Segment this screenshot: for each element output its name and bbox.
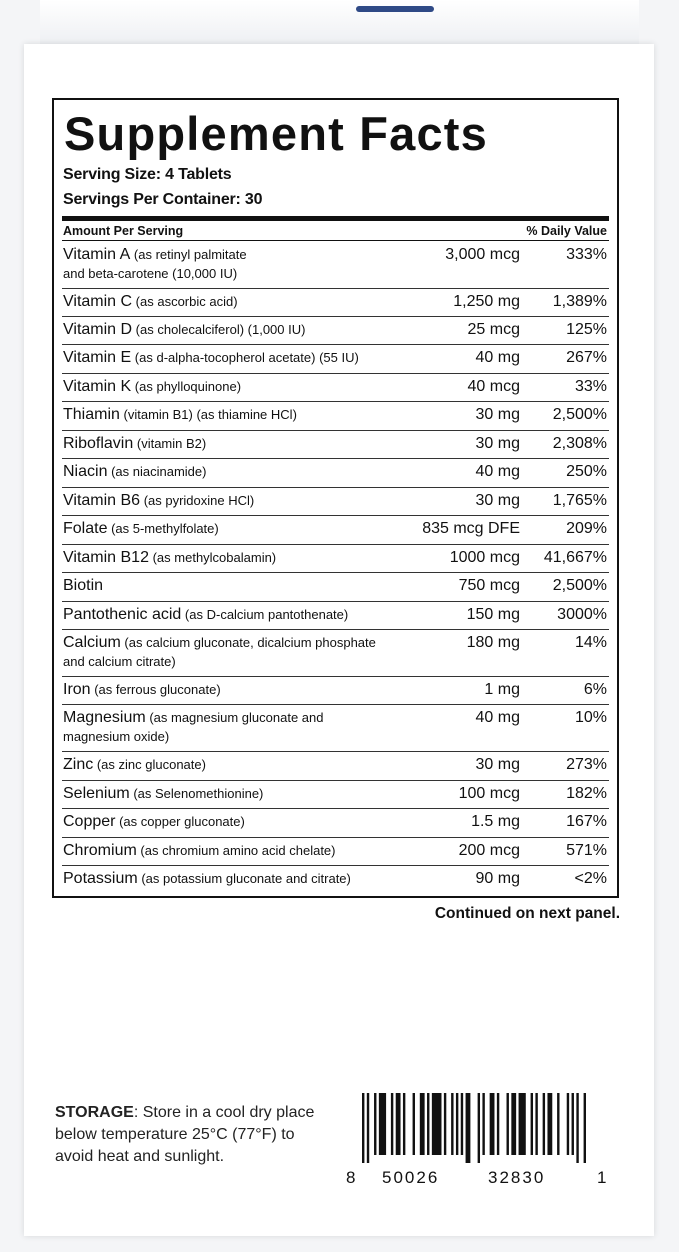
continued-note: Continued on next panel. [434,905,620,922]
barcode-bar [576,1093,578,1163]
nutrient-amount: 750 mcg [458,577,520,594]
barcode-bar [420,1093,425,1155]
nutrient-row [62,630,609,677]
nutrient-daily-value: 1,765% [552,492,607,509]
nutrient-amount: 25 mcg [467,321,520,338]
barcode-bar [379,1093,386,1155]
barcode-bar [413,1093,415,1155]
nutrient-row [62,289,609,317]
nutrient-amount: 150 mg [466,606,520,623]
nutrient-name: Vitamin D [63,321,133,338]
barcode-bar [362,1093,364,1163]
nutrient-source-continued: and calcium citrate) [63,654,176,669]
barcode-digit-first: 8 [346,1168,356,1187]
nutrient-name-cell [63,519,448,538]
nutrient-daily-value: 2,308% [552,435,607,452]
nutrient-name-cell [63,680,448,699]
nutrient-name: Potassium [63,870,138,887]
nutrient-daily-value: 273% [566,756,607,773]
barcode-bar [456,1093,458,1155]
nutrient-daily-value: 2,500% [552,406,607,423]
nutrient-row [62,345,609,374]
nutrient-name-cell [63,377,448,396]
nutrient-amount: 1,250 mg [453,293,520,310]
nutrient-name: Chromium [63,842,137,859]
panel-title: Supplement Facts [64,107,489,160]
nutrient-name: Vitamin B12 [63,549,149,566]
nutrient-amount: 1 mg [484,681,520,698]
nutrient-name: Folate [63,520,108,537]
nutrient-source: (as ferrous gluconate) [90,682,221,697]
nutrient-name-cell [63,755,448,774]
barcode-bar [444,1093,446,1155]
nutrient-daily-value: 167% [566,813,607,830]
barcode-bar [557,1093,559,1155]
nutrient-name-cell [63,708,448,746]
nutrient-daily-value: 182% [566,785,607,802]
barcode-bar [531,1093,533,1155]
nutrient-name: Thiamin [63,406,120,423]
barcode-bar [490,1093,495,1155]
nutrient-daily-value: 1,389% [552,293,607,310]
barcode-bar [432,1093,442,1155]
nutrient-source: (as methylcobalamin) [148,550,277,565]
storage-statement [55,1102,335,1168]
barcode-bar [572,1093,574,1155]
nutrient-name: Vitamin E [63,349,132,366]
nutrient-daily-value: 10% [574,709,607,726]
nutrient-amount: 1.5 mg [471,813,520,830]
nutrient-row [62,402,609,431]
nutrient-amount: 100 mcg [458,785,520,802]
nutrient-name-cell [63,405,448,424]
barcode-bar [543,1093,545,1155]
barcode-bar [466,1093,471,1163]
lid-logo-strip [356,6,434,12]
nutrient-daily-value: 14% [574,634,607,651]
nutrient-source: (as niacinamide) [107,464,207,479]
nutrient-amount: 40 mcg [467,378,520,395]
nutrient-daily-value: 6% [583,681,607,698]
nutrient-row [62,752,609,781]
nutrient-amount: 835 mcg DFE [422,520,520,537]
nutrient-amount: 30 mg [475,406,520,423]
barcode-bar [497,1093,499,1155]
nutrient-amount: 40 mg [475,709,520,726]
nutrient-source: (vitamin B1) (as thiamine HCl) [119,407,297,422]
nutrient-name-cell [63,548,448,567]
nutrient-name-cell [63,605,448,624]
nutrient-name: Vitamin B6 [63,492,141,509]
nutrient-row [62,781,609,809]
nutrient-amount: 30 mg [475,435,520,452]
nutrient-row [62,488,609,516]
barcode-bar [584,1093,586,1163]
barcode-bar [403,1093,405,1155]
nutrient-source: (as d-alpha-tocopherol acetate) (55 IU) [131,350,359,365]
nutrient-source: (as magnesium gluconate and [145,710,324,725]
nutrient-daily-value: 333% [566,246,607,263]
barcode-bar [451,1093,453,1155]
nutrient-row [62,374,609,402]
nutrient-amount: 180 mg [466,634,520,651]
barcode-bar [535,1093,537,1155]
nutrient-name: Niacin [63,463,108,480]
nutrient-daily-value: 267% [566,349,607,366]
nutrient-row [62,431,609,459]
storage-text: : Store in a cool dry place below temperature 25°C (77°F) to avoid heat and sunlight. [55,1104,315,1165]
barcode-digit-last: 1 [597,1168,607,1187]
nutrient-name-cell [63,320,448,339]
nutrient-amount: 3,000 mcg [445,246,520,263]
nutrient-row [62,809,609,838]
serving-size: Serving Size: 4 Tablets [63,166,232,183]
nutrient-source: (as ascorbic acid) [132,294,238,309]
nutrient-name-cell [63,576,448,595]
barcode-digits-right: 32830 [488,1168,546,1187]
nutrient-name: Zinc [63,756,94,773]
nutrient-source: (as potassium gluconate and citrate) [137,871,351,886]
nutrient-daily-value: <2% [574,870,607,887]
nutrient-name-cell [63,841,448,860]
nutrient-row [62,573,609,602]
nutrient-source: (as 5-methylfolate) [107,521,219,536]
barcode-bar [427,1093,429,1155]
nutrient-name: Copper [63,813,116,830]
nutrient-name-cell [63,434,448,453]
barcode-bar [367,1093,369,1163]
nutrient-name-cell [63,292,448,311]
nutrient-daily-value: 2,500% [552,577,607,594]
barcode-bar [547,1093,552,1155]
nutrient-name: Magnesium [63,709,146,726]
nutrient-row [62,866,609,895]
nutrient-daily-value: 571% [566,842,607,859]
nutrient-amount: 1000 mcg [449,549,520,566]
nutrient-source-continued: magnesium oxide) [63,729,170,744]
column-header [63,224,607,240]
nutrient-daily-value: 3000% [557,606,607,623]
barcode-bar [461,1093,463,1155]
barcode-bar [396,1093,401,1155]
barcode-bar [567,1093,569,1155]
nutrient-row [62,602,609,630]
nutrient-row [62,242,609,289]
daily-value-header: % Daily Value [526,224,607,238]
nutrient-source: (as copper gluconate) [115,814,245,829]
nutrient-source-continued: and beta-carotene (10,000 IU) [63,266,238,281]
header-divider [62,240,609,241]
nutrient-amount: 40 mg [475,349,520,366]
nutrient-name: Vitamin A [63,246,131,263]
nutrient-amount: 30 mg [475,756,520,773]
supplement-facts-panel [52,98,619,898]
nutrient-source: (as Selenomethionine) [129,786,264,801]
nutrient-source: (as retinyl palmitate [130,247,247,262]
nutrient-name-cell [63,245,448,283]
nutrient-source: (as phylloquinone) [131,379,242,394]
barcode-digits-left: 50026 [382,1168,440,1187]
nutrient-name-cell [63,869,448,888]
nutrient-daily-value: 33% [574,378,607,395]
nutrient-amount: 90 mg [475,870,520,887]
nutrient-row [62,677,609,705]
nutrient-name: Calcium [63,634,121,651]
nutrient-name: Vitamin C [63,293,133,310]
nutrient-source: (as zinc gluconate) [93,757,206,772]
nutrient-source: (vitamin B2) [133,436,207,451]
nutrient-source: (as D-calcium pantothenate) [181,607,349,622]
nutrient-daily-value: 125% [566,321,607,338]
nutrient-name-cell [63,784,448,803]
nutrient-name: Pantothenic acid [63,606,182,623]
nutrient-name: Selenium [63,785,130,802]
nutrient-amount: 40 mg [475,463,520,480]
nutrient-source: (as pyridoxine HCl) [140,493,255,508]
nutrient-rows [62,242,609,895]
nutrient-daily-value: 41,667% [543,549,607,566]
barcode [362,1093,586,1163]
nutrient-name-cell [63,633,448,671]
barcode-bar [519,1093,526,1155]
storage-label: STORAGE [55,1104,134,1121]
box-lid [40,0,639,44]
barcode-bar [507,1093,509,1155]
nutrient-amount: 30 mg [475,492,520,509]
nutrient-name: Vitamin K [63,378,132,395]
nutrient-name-cell [63,491,448,510]
nutrient-name-cell [63,462,448,481]
nutrient-row [62,317,609,345]
nutrient-amount: 200 mcg [458,842,520,859]
nutrient-daily-value: 209% [566,520,607,537]
nutrient-row [62,705,609,752]
nutrient-row [62,545,609,573]
nutrient-name: Iron [63,681,91,698]
nutrient-row [62,838,609,866]
nutrient-name-cell [63,348,448,367]
servings-per-container: Servings Per Container: 30 [63,191,263,208]
barcode-bar [482,1093,484,1155]
nutrient-name: Biotin [63,577,104,594]
nutrient-name-cell [63,812,448,831]
barcode-bar [391,1093,393,1155]
nutrient-source: (as chromium amino acid chelate) [136,843,336,858]
nutrient-daily-value: 250% [566,463,607,480]
barcode-bar [374,1093,376,1155]
nutrient-source: (as calcium gluconate, dicalcium phosphate [120,635,376,650]
nutrient-name: Riboflavin [63,435,134,452]
nutrient-source: (as cholecalciferol) (1,000 IU) [132,322,306,337]
thick-divider [62,216,609,221]
amount-header: Amount Per Serving [63,224,184,238]
barcode-bar [511,1093,516,1155]
barcode-bar [478,1093,480,1163]
nutrient-row [62,516,609,545]
nutrient-row [62,459,609,488]
